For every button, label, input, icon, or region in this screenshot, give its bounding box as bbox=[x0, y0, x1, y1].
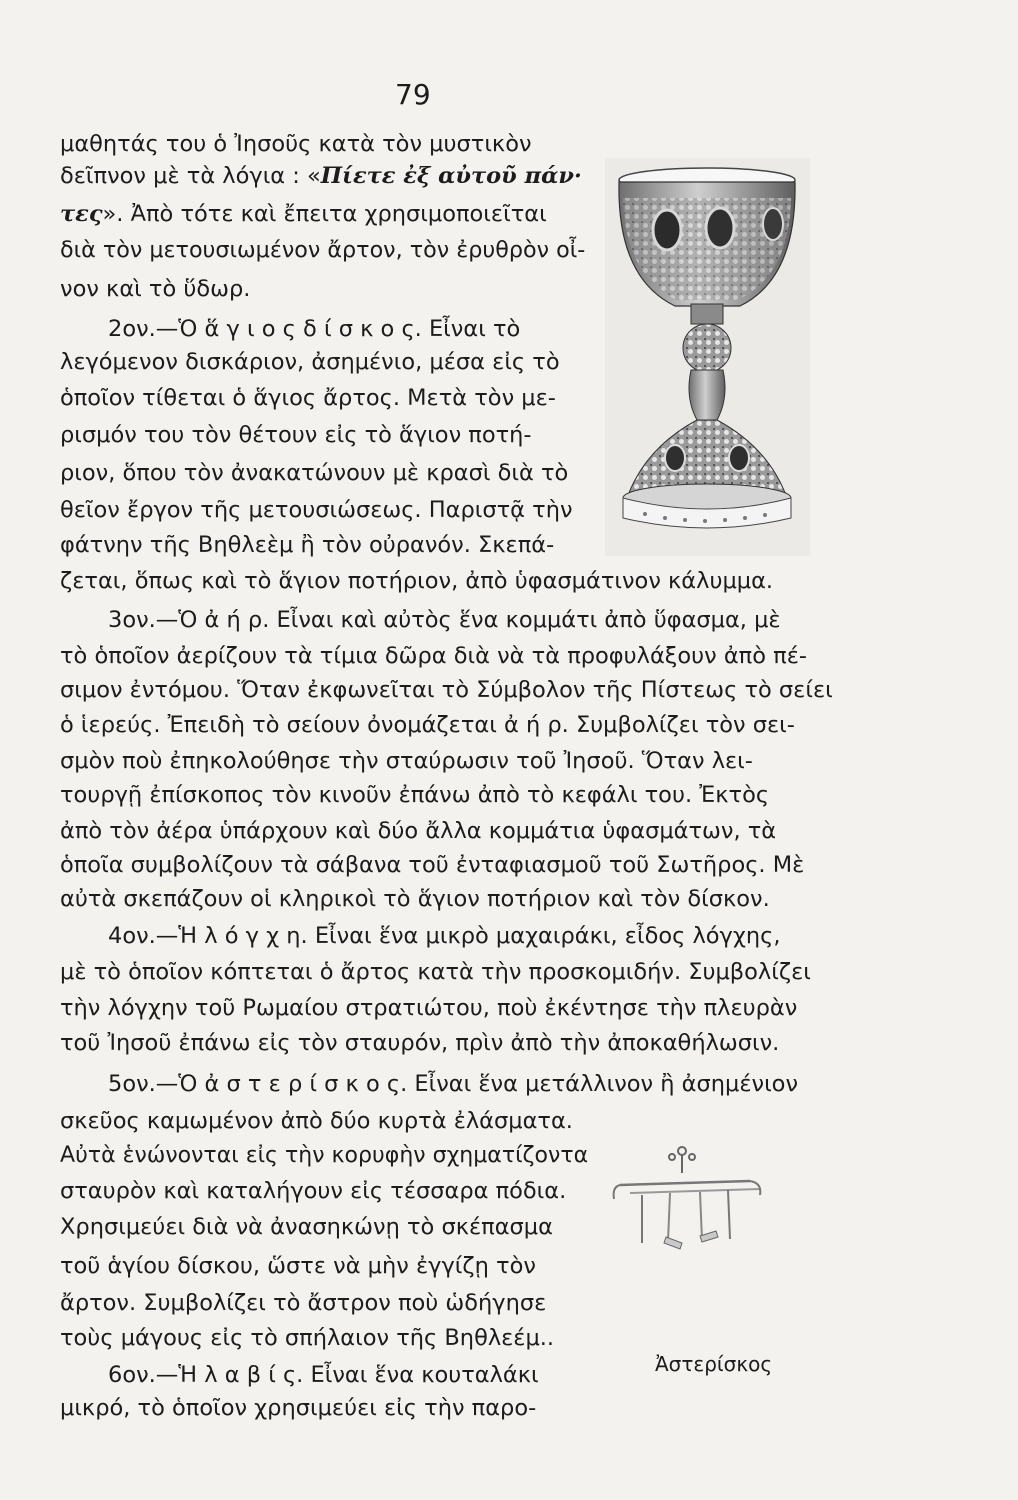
text-line: 6ον.—Ἡ λ α β ί ς. Εἶναι ἕνα κουταλάκι bbox=[108, 1362, 539, 1388]
text-line: αὐτὰ σκεπάζουν οἱ κληρικοὶ τὸ ἅγιον ποτήριον καὶ τὸν δίσκον. bbox=[60, 886, 770, 912]
quote-italic: τες bbox=[60, 201, 103, 227]
text-fragment: δεῖπνον μὲ τὰ λόγια : « bbox=[60, 163, 321, 189]
page-number: 79 bbox=[395, 78, 431, 111]
text-line: 4ον.—Ἡ λ ό γ χ η. Εἶναι ἕνα μικρὸ μαχαιράκι, εἶδος λόγχης, bbox=[108, 923, 781, 949]
text-line: σιμον ἐντόμου. Ὅταν ἐκφωνεῖται τὸ Σύμβολον τῆς Πίστεως τὸ σείει bbox=[60, 677, 833, 703]
text-line: διὰ τὸν μετουσιωμένον ἄρτον, τὸν ἐρυθρὸν οἶ- bbox=[60, 237, 586, 263]
text-line: λεγόμενον δισκάριον, ἀσημένιο, μέσα εἰς τὸ bbox=[60, 349, 560, 375]
text-line: ὁποῖα συμβολίζουν τὰ σάβανα τοῦ ἐνταφιασμοῦ τοῦ Σωτῆρος. Μὲ bbox=[60, 852, 805, 878]
text-line: σμὸν ποὺ ἐπηκολούθησε τὴν σταύρωσιν τοῦ Ἰησοῦ. Ὅταν λει- bbox=[60, 748, 753, 774]
text-line: ζεται, ὅπως καὶ τὸ ἅγιον ποτήριον, ἀπὸ ὑφασμάτινον κάλυμμα. bbox=[60, 568, 774, 594]
text-line: 5ον.—Ὁ ἀ σ τ ε ρ ί σ κ ο ς. Εἶναι ἕνα μετάλλινον ἢ ἀσημένιον bbox=[108, 1071, 799, 1097]
text-line bbox=[60, 165, 582, 188]
chalice-illustration bbox=[605, 158, 810, 556]
figure-caption: Ἀστερίσκος bbox=[655, 1352, 773, 1376]
text-line: Αὐτὰ ἑνώνονται εἰς τὴν κορυφὴν σχηματίζοντα bbox=[60, 1142, 589, 1168]
text-line: σκεῦος καμωμένον ἀπὸ δύο κυρτὰ ἐλάσματα. bbox=[60, 1108, 573, 1134]
text-line: ὁ ἱερεύς. Ἐπειδὴ τὸ σείουν ὀνομάζεται ἀ ή ρ. Συμβολίζει τὸν σει- bbox=[60, 712, 795, 738]
text-line: σταυρὸν καὶ καταλήγουν εἰς τέσσαρα πόδια. bbox=[60, 1178, 567, 1204]
text-line: τὸ ὁποῖον ἀερίζουν τὰ τίμια δῶρα διὰ νὰ τὰ προφυλάξουν ἀπὸ πέ- bbox=[60, 643, 807, 669]
quote-italic: Πίετε ἐξ αὐτοῦ πάν· bbox=[320, 163, 582, 189]
text-line: ρισμόν του τὸν θέτουν εἰς τὸ ἅγιον ποτή- bbox=[60, 422, 532, 448]
text-fragment: ». Ἀπὸ τότε καὶ ἔπειτα χρησιμοποιεῖται bbox=[102, 201, 547, 227]
text-line: 3ον.—Ὁ ἀ ή ρ. Εἶναι καὶ αὐτὸς ἕνα κομμάτι ἀπὸ ὕφασμα, μὲ bbox=[108, 607, 781, 633]
text-line: τοῦ Ἰησοῦ ἐπάνω εἰς τὸν σταυρόν, πρὶν ἀπὸ τὴν ἀποκαθήλωσιν. bbox=[60, 1030, 780, 1056]
text-line: μὲ τὸ ὁποῖον κόπτεται ὁ ἄρτος κατὰ τὴν προσκομιδήν. Συμβολίζει bbox=[60, 959, 811, 985]
text-line: 2ον.—Ὁ ἅ γ ι ο ς δ ί σ κ ο ς. Εἶναι τὸ bbox=[108, 316, 521, 342]
text-line: μαθητάς του ὁ Ἰησοῦς κατὰ τὸν μυστικὸν bbox=[60, 131, 532, 157]
text-line: ἄρτον. Συμβολίζει τὸ ἄστρον ποὺ ὡδήγησε bbox=[60, 1290, 547, 1316]
text-line: ριον, ὅπου τὸν ἀνακατώνουν μὲ κρασὶ διὰ τὸ bbox=[60, 460, 569, 486]
text-line: τοὺς μάγους εἰς τὸ σπήλαιον τῆς Βηθλεέμ.. bbox=[60, 1325, 555, 1351]
text-line: νον καὶ τὸ ὕδωρ. bbox=[60, 276, 251, 302]
text-line: τὴν λόγχην τοῦ Ρωμαίου στρατιώτου, ποὺ ἐκέντησε τὴν πλευρὰν bbox=[60, 995, 798, 1021]
asteriskos-illustration bbox=[600, 1125, 785, 1260]
text-line: ὁποῖον τίθεται ὁ ἅγιος ἄρτος. Μετὰ τὸν με- bbox=[60, 385, 556, 411]
text-line: ἀπὸ τὸν ἀέρα ὑπάρχουν καὶ δύο ἄλλα κομμάτια ὑφασμάτων, τὰ bbox=[60, 818, 777, 844]
text-line: Χρησιμεύει διὰ νὰ ἀνασηκώνῃ τὸ σκέπασμα bbox=[60, 1214, 553, 1240]
text-line: τοῦ ἁγίου δίσκου, ὥστε νὰ μὴν ἐγγίζῃ τὸν bbox=[60, 1253, 536, 1279]
text-line bbox=[60, 203, 547, 226]
text-line: φάτνην τῆς Βηθλεὲμ ἢ τὸν οὐρανόν. Σκεπά- bbox=[60, 532, 555, 558]
text-line: θεῖον ἔργον τῆς μετουσιώσεως. Παριστᾷ τὴν bbox=[60, 497, 573, 523]
text-line: μικρό, τὸ ὁποῖον χρησιμεύει εἰς τὴν παρο- bbox=[60, 1395, 537, 1421]
text-line: τουργῇ ἐπίσκοπος τὸν κινοῦν ἐπάνω ἀπὸ τὸ κεφάλι του. Ἐκτὸς bbox=[60, 782, 770, 808]
